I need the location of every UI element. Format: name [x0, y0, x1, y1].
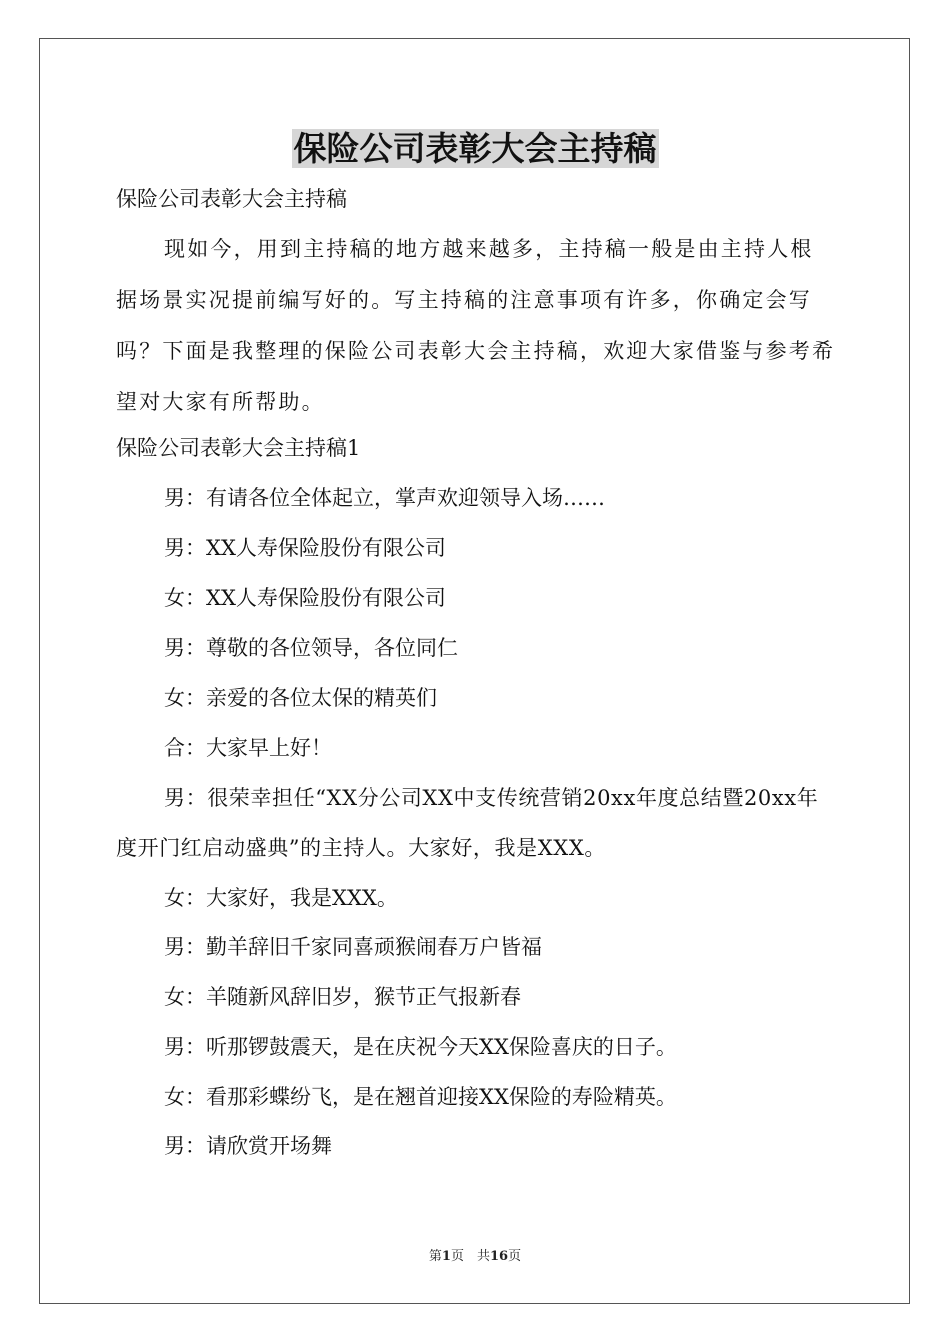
footer-page-number: 1: [441, 1249, 451, 1264]
dialogue-line: 女：羊随新风辞旧岁，猴节正气报新春: [164, 985, 521, 1009]
document-subtitle: 保险公司表彰大会主持稿: [116, 187, 347, 211]
footer-mid: 页 共: [450, 1249, 490, 1264]
dialogue-line: 男：XX人寿保险股份有限公司: [164, 536, 446, 560]
dialogue-line: 合：大家早上好！: [164, 736, 332, 760]
footer-suffix: 页: [508, 1249, 522, 1264]
footer-prefix: 第: [428, 1249, 442, 1264]
dialogue-line: 女：XX人寿保险股份有限公司: [164, 586, 446, 610]
dialogue-line-long: 男：很荣幸担任“XX分公司XX中支传统营销20xx年度总结暨20xx年度开门红启动盛典”的主持人。大家好，我是XXX。: [116, 786, 819, 860]
dialogue-line: 女：看那彩蝶纷飞，是在翘首迎接XX保险的寿险精英。: [164, 1085, 677, 1109]
intro-paragraph: 现如今，用到主持稿的地方越来越多，主持稿一般是由主持人根据场景实况提前编写好的。写主持稿的注意事项有许多，你确定会写吗？下面是我整理的保险公司表彰大会主持稿，欢迎大家借鉴与参考希望对大家有所帮助。: [116, 237, 836, 414]
dialogue-line: 男：有请各位全体起立，掌声欢迎领导入场……: [164, 486, 605, 510]
dialogue-line: 男：听那锣鼓震天，是在庆祝今天XX保险喜庆的日子。: [164, 1035, 677, 1059]
dialogue-line: 男：尊敬的各位领导，各位同仁: [164, 636, 458, 660]
document-title-text: 保险公司表彰大会主持稿: [293, 129, 657, 168]
dialogue-line: 女：亲爱的各位太保的精英们: [164, 686, 437, 710]
section-heading: 保险公司表彰大会主持稿1: [116, 436, 361, 460]
dialogue-line: 女：大家好，我是XXX。: [164, 886, 398, 910]
dialogue-line: 男：勤羊辞旧千家同喜顽猴闹春万户皆福: [164, 935, 542, 959]
page-footer: [0, 1248, 950, 1266]
footer-total-pages: 16: [489, 1249, 509, 1264]
dialogue-line: 男：请欣赏开场舞: [164, 1134, 332, 1158]
document-title: [0, 124, 950, 174]
